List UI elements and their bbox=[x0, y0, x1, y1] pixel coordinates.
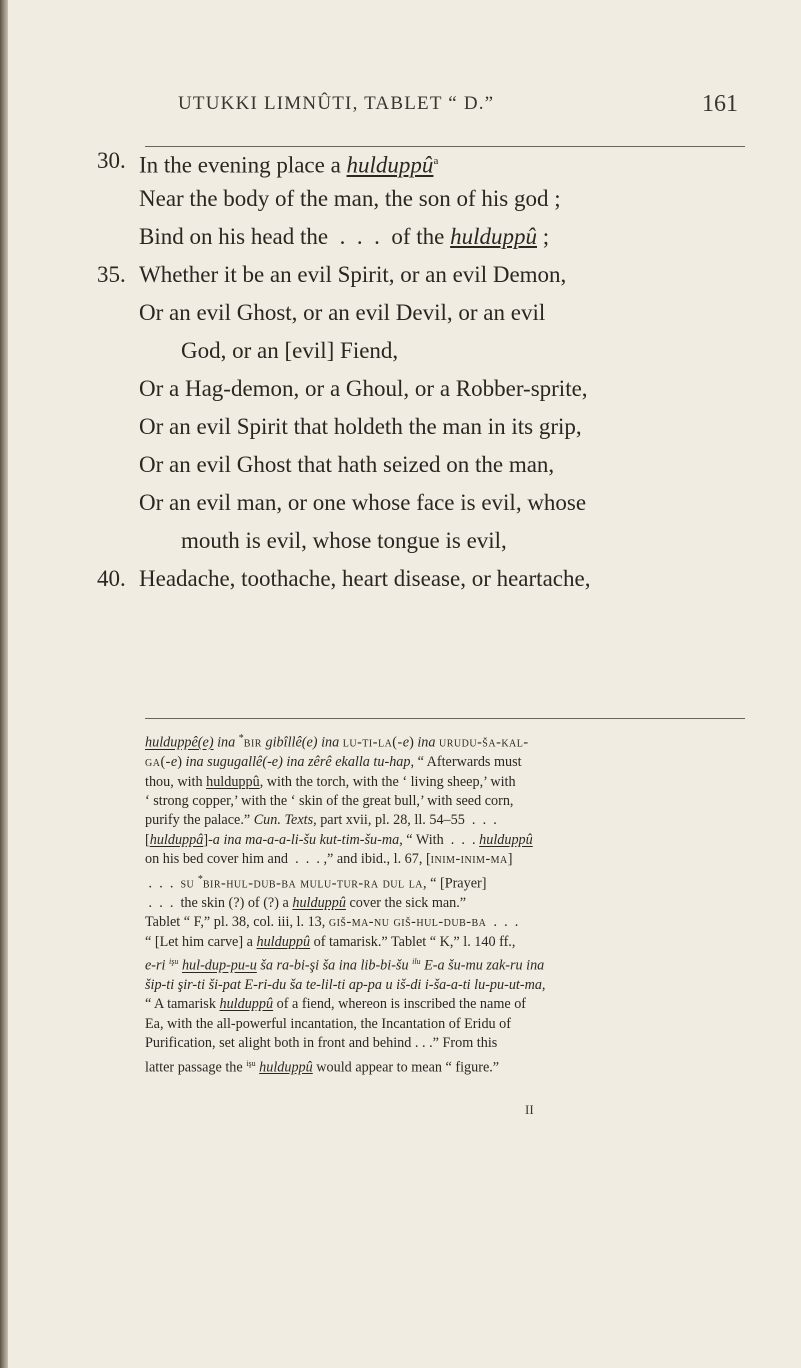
footnote-line: thou, with hulduppû, with the torch, with the ‘ living sheep,’ with bbox=[145, 773, 516, 790]
verse-line: mouth is evil, whose tongue is evil, bbox=[181, 528, 507, 553]
running-title: UTUKKI LIMNÛTI, TABLET “ D.” bbox=[178, 93, 495, 114]
footnote-line: hulduppê(e) ina *bir gibîllê(e) ina lu-ti-la(-e) ina urudu-ša-kal- bbox=[145, 733, 529, 751]
footnote-line: . . . su *bir-hul-dub-ba mulu-tur-ra dul la, “ [Prayer] bbox=[145, 873, 487, 892]
footnote-block bbox=[145, 729, 745, 1078]
verse-line: Or an evil Spirit that holdeth the man in its grip, bbox=[139, 414, 582, 439]
verse-line: Or an evil Ghost that hath seized on the man, bbox=[139, 452, 555, 477]
signature-mark: II bbox=[525, 1102, 534, 1117]
verse-text: Whether it be an evil Spirit, or an evil Demon, bbox=[139, 262, 567, 287]
verse-number: 40. bbox=[97, 566, 126, 591]
footnote-line: Tablet “ F,” pl. 38, col. iii, l. 13, giš-ma-nu giš-hul-dub-ba . . . bbox=[145, 914, 519, 931]
footnote-line: “ [Let him carve] a hulduppû of tamarisk.” Tablet “ K,” l. 140 ff., bbox=[145, 933, 516, 950]
footnote-line: ga(-e) ina sugugallê(-e) ina zêrê ekalla tu-hap, “ Afterwards must bbox=[145, 754, 522, 771]
verse-line: Or an evil Ghost, or an evil Devil, or an evil bbox=[139, 300, 546, 325]
footnote-line: “ A tamarisk hulduppû of a fiend, whereon is inscribed the name of bbox=[145, 996, 527, 1013]
footnote-rule bbox=[145, 718, 745, 719]
verse-text: Headache, toothache, heart disease, or heartache, bbox=[139, 566, 591, 591]
page-number: 161 bbox=[702, 91, 738, 117]
footnote-line: e-ri $^{işu}$ hul-dup-pu-u ša ra-bi-şi ša ina lib-bi-šu $^{ilu}$ E-a šu-mu zak-ru ina bbox=[145, 956, 545, 974]
footnote-line: Ea, with the all-powerful incantation, the Incantation of Eridu of bbox=[145, 1015, 511, 1032]
verse-line: Or a Hag-demon, or a Ghoul, or a Robber-sprite, bbox=[139, 376, 588, 401]
footnote-line: purify the palace.” Cun. Texts, part xvii, pl. 28, ll. 54–55 . . . bbox=[145, 812, 497, 829]
footnote-line: [hulduppâ]-a ina ma-a-a-li-šu kut-tim-šu-ma, “ With . . . hulduppû bbox=[145, 831, 533, 848]
verse-line: God, or an [evil] Fiend, bbox=[181, 338, 399, 363]
footnote-line: latter passage the $^{işu}$ hulduppû would appear to mean “ figure.” bbox=[145, 1058, 500, 1076]
footnote-line: šip-ti şir-ti ši-pat E-ri-du ša te-lil-ti ap-pa u iš-di i-ša-a-ti lu-pu-ut-ma, bbox=[145, 977, 546, 994]
footnote-line: Purification, set alight both in front and behind . . .” From this bbox=[145, 1035, 498, 1052]
verse-text: In the evening place a hulduppû$^a$ bbox=[139, 152, 439, 178]
footnote-line: ‘ strong copper,’ with the ‘ skin of the great bull,’ with seed corn, bbox=[145, 792, 514, 809]
footnote-line: on his bed cover him and . . . ,” and ibid., l. 67, [inim-inim-ma] bbox=[145, 851, 513, 868]
verse-line: Or an evil man, or one whose face is evil, whose bbox=[139, 490, 587, 515]
verse-line: Near the body of the man, the son of his god ; bbox=[139, 186, 561, 211]
footnote-line: . . . the skin (?) of (?) a hulduppû cover the sick man.” bbox=[145, 894, 467, 911]
verse-line: Bind on his head the . . . of the hulduppû ; bbox=[139, 224, 550, 249]
verse-number: 30. bbox=[97, 148, 126, 173]
verse-number: 35. bbox=[97, 262, 126, 287]
